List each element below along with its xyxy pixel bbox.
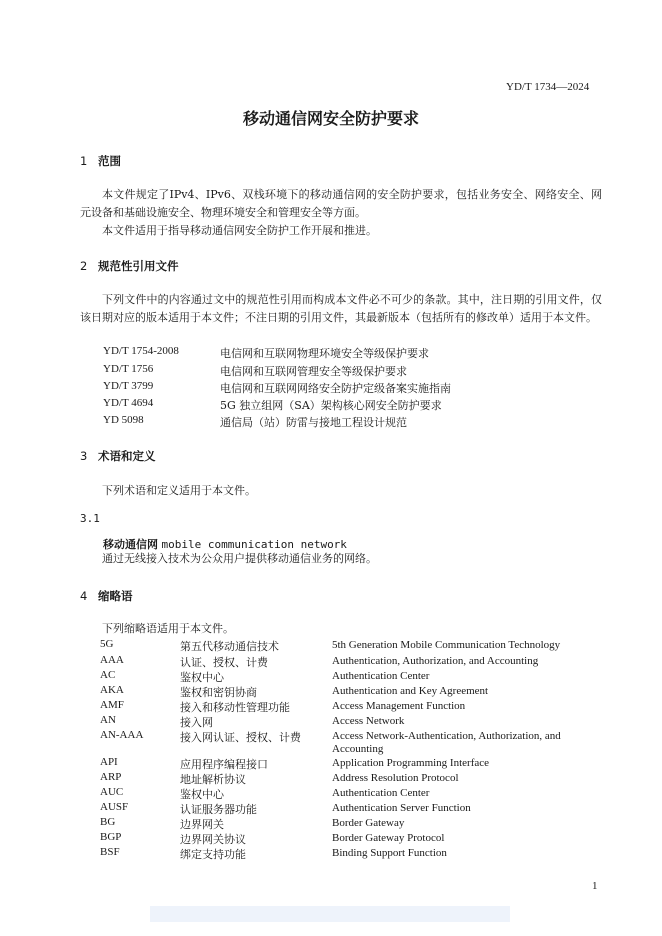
abbreviation-en: Access Network-Authentication, Authorization, and Accounting [332,730,561,755]
abbreviation: AN [100,714,116,726]
section-number: 4 [80,589,88,603]
scope-paragraph-2: 本文件适用于指导移动通信网安全防护工作开展和推进。 [102,224,377,237]
abbreviation: AUSF [100,801,129,813]
section-3-heading [80,448,156,464]
abbreviation: AMF [100,699,124,711]
document-title: 移动通信网安全防护要求 [242,109,419,128]
abbreviation: BG [100,816,116,828]
abbreviation-zh: 边界网关协议 [180,833,246,846]
abbreviation-en: Application Programming Interface [332,757,490,769]
reference-title: 电信网和互联网管理安全等级保护要求 [220,365,407,378]
standard-number: YD/T 1734—2024 [506,81,590,93]
abbreviation-zh: 认证、授权、计费 [180,656,268,669]
abbreviation-en: Access Management Function [332,700,466,712]
abbreviation-en: Binding Support Function [332,847,447,859]
reference-title: 通信局（站）防雷与接地工程设计规范 [220,416,407,429]
watermark-band [150,906,510,922]
abbreviation-en: Authentication, Authorization, and Accounting [332,655,539,667]
term-name-en: mobile communication network [161,538,347,551]
abbreviation-en: Border Gateway [332,817,405,829]
abbreviation-en: Access Network [332,715,405,727]
reference-title: 5G 独立组网（SA）架构核心网安全防护要求 [220,399,442,412]
scope-paragraph-1: 本文件规定了IPv4、IPv6、双栈环境下的移动通信网的安全防护要求，包括业务安全、网络安全、网元设备和基础设施安全、物理环境安全和管理安全等方面。 [80,188,602,219]
abbreviation: BGP [100,831,122,843]
section-2-heading [80,258,179,274]
abbreviation-zh: 应用程序编程接口 [180,758,268,771]
reference-code: YD/T 4694 [103,397,154,409]
abbreviation-zh: 绑定支持功能 [180,848,246,861]
abbreviation-en: Authentication Server Function [332,802,471,814]
abbreviation: AC [100,669,116,681]
reference-title: 电信网和互联网网络安全防护定级备案实施指南 [220,382,451,395]
abbreviation-zh: 边界网关 [180,818,224,831]
terms-intro: 下列术语和定义适用于本文件。 [102,484,256,497]
section-number: 3 [80,449,88,463]
abbreviation-en: 5th Generation Mobile Communication Technology [332,639,561,651]
abbreviation: ARP [100,771,122,783]
abbreviation-en: Authentication Center [332,787,430,799]
abbreviation: AAA [100,654,124,666]
reference-title: 电信网和互联网物理环境安全等级保护要求 [220,347,429,360]
abbreviation-en: Address Resolution Protocol [332,772,459,784]
abbreviation: AUC [100,786,124,798]
section-number: 2 [80,259,88,273]
term-number: 3.1 [80,512,100,525]
abbreviation-zh: 接入和移动性管理功能 [180,701,290,714]
abbreviation: 5G [100,638,114,650]
abbreviation-zh: 鉴权和密钥协商 [180,686,257,699]
reference-code: YD/T 3799 [103,380,154,392]
reference-code: YD/T 1756 [103,363,154,375]
section-title: 缩略语 [98,589,133,603]
abbreviations-intro: 下列缩略语适用于本文件。 [102,622,234,635]
section-1-heading [80,153,121,169]
section-title: 规范性引用文件 [98,259,179,273]
abbreviation-en: Authentication and Key Agreement [332,685,489,697]
reference-code: YD/T 1754-2008 [103,345,179,357]
abbreviation: AKA [100,684,124,696]
abbreviation-zh: 地址解析协议 [180,773,246,786]
abbreviation-en: Border Gateway Protocol [332,832,445,844]
abbreviation-zh: 认证服务器功能 [180,803,257,816]
term-name-zh: 移动通信网 [103,538,158,551]
abbreviation: BSF [100,846,120,858]
abbreviation-zh: 第五代移动通信技术 [180,640,279,653]
section-title: 术语和定义 [98,449,156,463]
section-4-heading [80,588,133,604]
term-definition: 通过无线接入技术为公众用户提供移动通信业务的网络。 [102,552,377,565]
page-number: 1 [592,880,598,892]
abbreviation: AN-AAA [100,729,144,741]
abbreviation: API [100,756,118,768]
abbreviation-zh: 接入网 [180,716,213,729]
abbreviation-zh: 鉴权中心 [180,671,224,684]
abbreviation-zh: 鉴权中心 [180,788,224,801]
reference-code: YD 5098 [103,414,144,426]
section-title: 范围 [98,154,121,168]
abbreviation-en: Authentication Center [332,670,430,682]
section-number: 1 [80,154,88,168]
abbreviation-zh: 接入网认证、授权、计费 [180,731,301,744]
references-intro: 下列文件中的内容通过文中的规范性引用而构成本文件必不可少的条款。其中，注日期的引用文件，仅该日期对应的版本适用于本文件；不注日期的引用文件，其最新版本（包括所有的修改单）适用于本文件。 [80,293,602,324]
